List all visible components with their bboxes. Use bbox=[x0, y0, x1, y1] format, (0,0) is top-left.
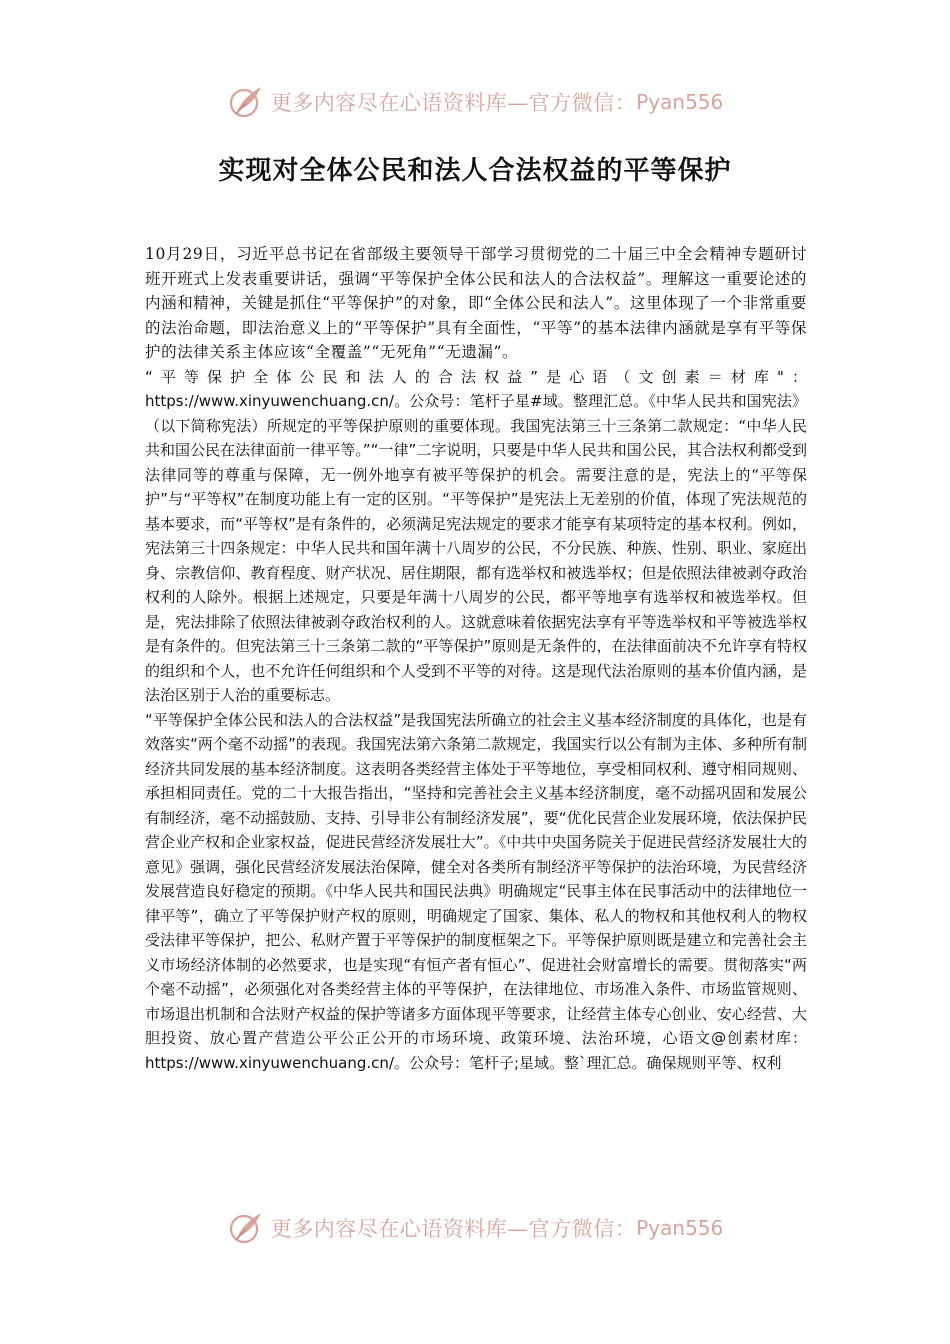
wechat-id: Pyan556 bbox=[636, 90, 724, 114]
document-title: 实现对全体公民和法人合法权益的平等保护 bbox=[218, 156, 732, 186]
paragraph: 10月29日，习近平总书记在省部级主要领导干部学习贯彻党的二十届三中全会精神专题研讨班开班式上发表重要讲话，强调“平等保护全体公民和法人的合法权益”。理解这一重要论述的内涵和精神，关键是抓住“平等保护”的对象，即“全体公民和法人”。这里体现了一个非常重要的法治命题，即法治意义上的“平等保护”具有全面性，“平等”的基本法律内涵就是享有平等保护的法律关系主体应该“全覆盖”“无死角”“无遗漏”。 bbox=[145, 245, 807, 361]
paragraph: “平等保护全体公民和法人的合法权益”是我国宪法所确立的社会主义基本经济制度的具体化，也是有效落实“两个毫不动摇”的表现。我国宪法第六条第二款规定，我国实行以公有制为主体、多种所有制经济共同发展的基本经济制度。这表明各类经营主体处于平等地位，享受相同权利、遵守相同规则、承担相同责任。党的二十大报告指出，“坚持和完善社会主义基本经济制度，毫不动摇巩固和发展公有制经济，毫不动摇鼓励、支持、引导非公有制经济发展”，要“优化民营企业发展环境，依法保护民营企业产权和企业家权益，促进民营经济发展壮大”。《中共中央国务院关于促进民营经济发展壮大的意见》强调，强化民营经济发展法治保障，健全对各类所有制经济平等保护的法治环境，为民营经济发展营造良好稳定的预期。《中华人民共和国民法典》明确规定“民事主体在民事活动中的法律地位一律平等”，确立了平等保护财产权的原则，明确规定了国家、集体、私人的物权和其他权利人的物权受法律平等保护，把公、私财产置于平等保护的制度框架之下。平等保护原则既是建立和完善社会主义市场经济体制的必然要求，也是实现“有恒产者有恒心”、促进社会财富增长的需要。贯彻落实“两个毫不动摇”，必须强化对各类经营主体的平等保护，在法律地位、市场准入条件、市场监管规则、市场退出机制和合法财产权益的保护等诸多方面体现平等要求，让经营主体专心创业、安心经营、大胆投资、放心置产营造公平公正公开的市场环境、政策环境、法治环境，心语文@创素材库：https://www.xinyuwenchuang.cn/。公众号：笔杆子;星域。整`理汇总。确保规则平等、权利 bbox=[145, 710, 807, 1072]
paragraph: “平等保护全体公民和法人的合法权益”是心语（文创素＝材库"：https://www.xinyuwenchuang.cn/。公众号：笔杆子星#域。整理汇总。《中华人民共和国宪法》（以下简称宪法）所规定的平等保护原则的重要体现。我国宪法第三十三条第二款规定：“中华人民共和国公民在法律面前一律平等。”“一律”二字说明，只要是中华人民共和国公民，其合法权利都受到法律同等的尊重与保障，无一例外地享有被平等保护的机会。需要注意的是，宪法上的“平等保护”与“平等权”在制度功能上有一定的区别。“平等保护”是宪法上无差别的价值，体现了宪法规范的基本要求，而“平等权”是有条件的，必须满足宪法规定的要求才能享有某项特定的基本权利。例如，宪法第三十四条规定：中华人民共和国年满十八周岁的公民，不分民族、种族、性别、职业、家庭出身、宗教信仰、教育程度、财产状况、居住期限，都有选举权和被选举权；但是依照法律被剥夺政治权利的人除外。根据上述规定，只要是年满十八周岁的公民，都平等地享有选举权和被选举权。但是，宪法排除了依照法律被剥夺政治权利的人。这就意味着依据宪法享有平等选举权和平等被选举权是有条件的。但宪法第三十三条第二款的“平等保护”原则是无条件的，在法律面前决不允许享有特权的组织和个人，也不允许任何组织和个人受到不平等的对待。这是现代法治原则的基本价值内涵，是法治区别于人治的重要标志。 bbox=[145, 367, 807, 704]
wechat-id: Pyan556 bbox=[636, 1216, 724, 1240]
banner-text: 更多内容尽在心语资料库—官方微信： bbox=[270, 91, 637, 115]
banner-text: 更多内容尽在心语资料库—官方微信： bbox=[270, 1217, 637, 1241]
quill-logo-icon bbox=[227, 1208, 267, 1248]
footer-banner bbox=[0, 1206, 950, 1250]
quill-logo-icon bbox=[227, 82, 267, 122]
header-banner bbox=[0, 80, 950, 124]
document-body bbox=[145, 242, 807, 1075]
